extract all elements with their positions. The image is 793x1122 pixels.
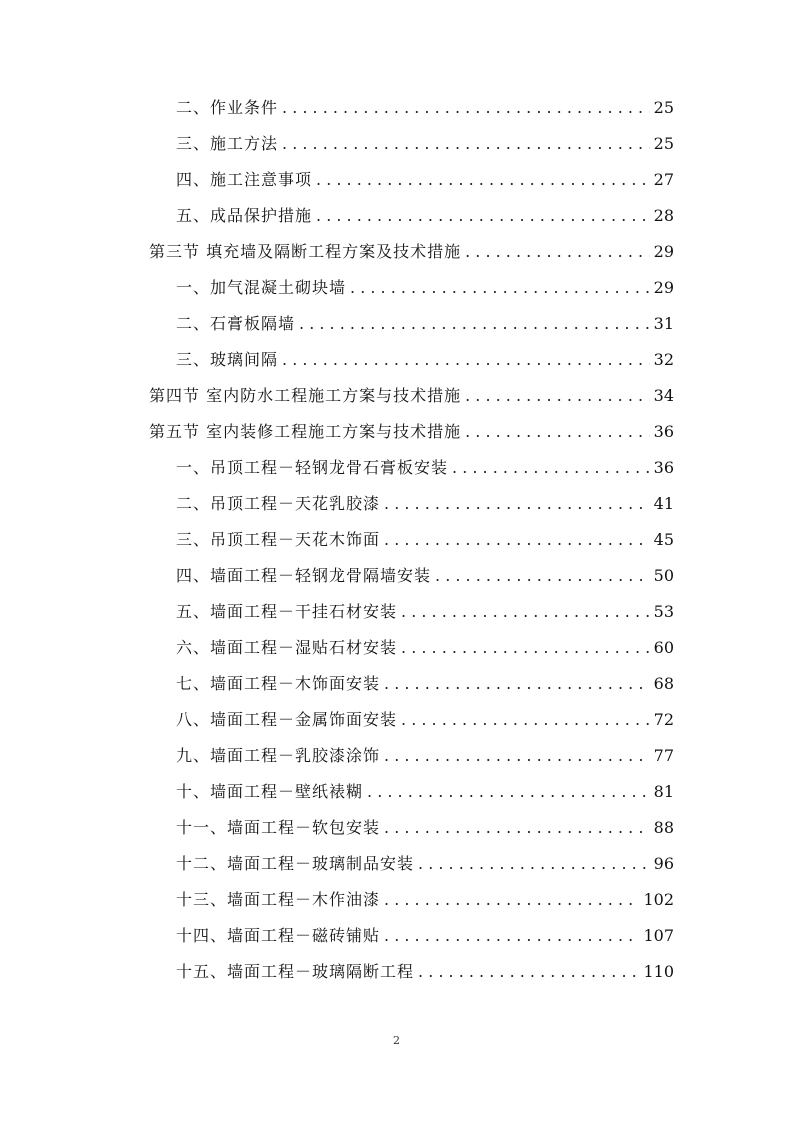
toc-dot-leader (316, 204, 650, 228)
toc-dot-leader (384, 744, 650, 768)
toc-entry-page: 36 (653, 458, 674, 477)
toc-entry-page: 72 (653, 710, 674, 729)
toc-entry-label: 十三、墙面工程－木作油漆 (176, 890, 381, 909)
toc-entry[interactable] (176, 456, 674, 480)
toc-section-entry[interactable] (149, 240, 674, 264)
toc-entry[interactable] (176, 780, 674, 804)
toc-entry-page: 96 (653, 854, 674, 873)
toc-entry-label: 三、吊顶工程－天花木饰面 (176, 530, 381, 549)
toc-entry-page: 27 (653, 170, 674, 189)
toc-entry-page: 31 (653, 314, 674, 333)
toc-dot-leader (282, 96, 650, 120)
toc-entry[interactable] (176, 852, 674, 876)
toc-dot-leader (384, 672, 650, 696)
toc-entry-page: 41 (653, 494, 674, 513)
toc-dot-leader (384, 924, 639, 948)
toc-entry-page: 34 (653, 386, 674, 405)
toc-dot-leader (465, 384, 650, 408)
toc-entry-label: 二、石膏板隔墙 (176, 314, 296, 333)
toc-entry-label: 十二、墙面工程－玻璃制品安装 (176, 854, 415, 873)
toc-entry-label: 一、加气混凝土砌块墙 (176, 278, 347, 297)
toc-entry-label: 九、墙面工程－乳胶漆涂饰 (176, 746, 381, 765)
toc-entry-label: 十四、墙面工程－磁砖铺贴 (176, 926, 381, 945)
toc-dot-leader (418, 852, 650, 876)
toc-entry-page: 110 (643, 962, 674, 981)
toc-entry-page: 50 (653, 566, 674, 585)
toc-entry-page: 107 (643, 926, 674, 945)
toc-entry[interactable] (176, 204, 674, 228)
toc-entry-label: 十、墙面工程－壁纸裱糊 (176, 782, 364, 801)
toc-entry[interactable] (176, 492, 674, 516)
toc-entry-page: 68 (653, 674, 674, 693)
toc-entry[interactable] (176, 600, 674, 624)
toc-entry-page: 29 (653, 242, 674, 261)
toc-entry[interactable] (176, 960, 674, 984)
toc-dot-leader (367, 780, 650, 804)
toc-entry-page: 45 (653, 530, 674, 549)
toc-entry-label: 四、墙面工程－轻钢龙骨隔墙安装 (176, 566, 432, 585)
toc-entry[interactable] (176, 96, 674, 120)
toc-entry-label: 十五、墙面工程－玻璃隔断工程 (176, 962, 415, 981)
toc-dot-leader (418, 960, 639, 984)
toc-entry[interactable] (176, 168, 674, 192)
toc-entry[interactable] (176, 888, 674, 912)
toc-entry-label: 六、墙面工程－湿贴石材安装 (176, 638, 398, 657)
toc-entry[interactable] (176, 348, 674, 372)
toc-dot-leader (299, 312, 650, 336)
toc-entry[interactable] (176, 816, 674, 840)
toc-dot-leader (384, 492, 650, 516)
toc-dot-leader (384, 528, 650, 552)
toc-dot-leader (452, 456, 650, 480)
toc-dot-leader (282, 132, 650, 156)
toc-dot-leader (435, 564, 650, 588)
toc-entry-page: 53 (653, 602, 674, 621)
toc-dot-leader (401, 600, 650, 624)
toc-entry[interactable] (176, 924, 674, 948)
toc-entry-label: 第五节 室内装修工程施工方案与技术措施 (149, 422, 462, 441)
toc-entry-page: 60 (653, 638, 674, 657)
toc-entry[interactable] (176, 528, 674, 552)
toc-entry-page: 81 (653, 782, 674, 801)
toc-entry-page: 32 (653, 350, 674, 369)
toc-dot-leader (316, 168, 650, 192)
toc-entry-label: 四、施工注意事项 (176, 170, 313, 189)
toc-entry[interactable] (176, 276, 674, 300)
toc-entry[interactable] (176, 744, 674, 768)
toc-entry[interactable] (176, 636, 674, 660)
toc-entry[interactable] (176, 132, 674, 156)
toc-entry-label: 一、吊顶工程－轻钢龙骨石膏板安装 (176, 458, 449, 477)
toc-entry-label: 五、墙面工程－干挂石材安装 (176, 602, 398, 621)
toc-section-entry[interactable] (149, 384, 674, 408)
toc-entry-page: 25 (653, 134, 674, 153)
toc-entry-page: 25 (653, 98, 674, 117)
toc-dot-leader (465, 240, 650, 264)
toc-entry-label: 七、墙面工程－木饰面安装 (176, 674, 381, 693)
toc-entry[interactable] (176, 312, 674, 336)
toc-entry-label: 五、成品保护措施 (176, 206, 313, 225)
toc-entry-label: 三、施工方法 (176, 134, 279, 153)
toc-entry-label: 第三节 填充墙及隔断工程方案及技术措施 (149, 242, 462, 261)
toc-dot-leader (401, 636, 650, 660)
toc-dot-leader (465, 420, 650, 444)
toc-dot-leader (282, 348, 650, 372)
toc-entry-label: 第四节 室内防水工程施工方案与技术措施 (149, 386, 462, 405)
toc-entry-page: 36 (653, 422, 674, 441)
toc-entry-label: 二、作业条件 (176, 98, 279, 117)
toc-section-entry[interactable] (149, 420, 674, 444)
toc-entry[interactable] (176, 708, 674, 732)
toc-entry-page: 28 (653, 206, 674, 225)
toc-entry-label: 三、玻璃间隔 (176, 350, 279, 369)
toc-entry-label: 二、吊顶工程－天花乳胶漆 (176, 494, 381, 513)
toc-dot-leader (401, 708, 650, 732)
toc-entry[interactable] (176, 672, 674, 696)
toc-entry-label: 十一、墙面工程－软包安装 (176, 818, 381, 837)
toc-entry-page: 102 (643, 890, 674, 909)
toc-dot-leader (384, 816, 650, 840)
toc-entry-page: 77 (653, 746, 674, 765)
toc-entry-label: 八、墙面工程－金属饰面安装 (176, 710, 398, 729)
toc-entry[interactable] (176, 564, 674, 588)
toc-entry-page: 29 (653, 278, 674, 297)
toc-entry-page: 88 (653, 818, 674, 837)
toc-dot-leader (350, 276, 650, 300)
toc-dot-leader (384, 888, 639, 912)
page-number: 2 (393, 1034, 400, 1047)
